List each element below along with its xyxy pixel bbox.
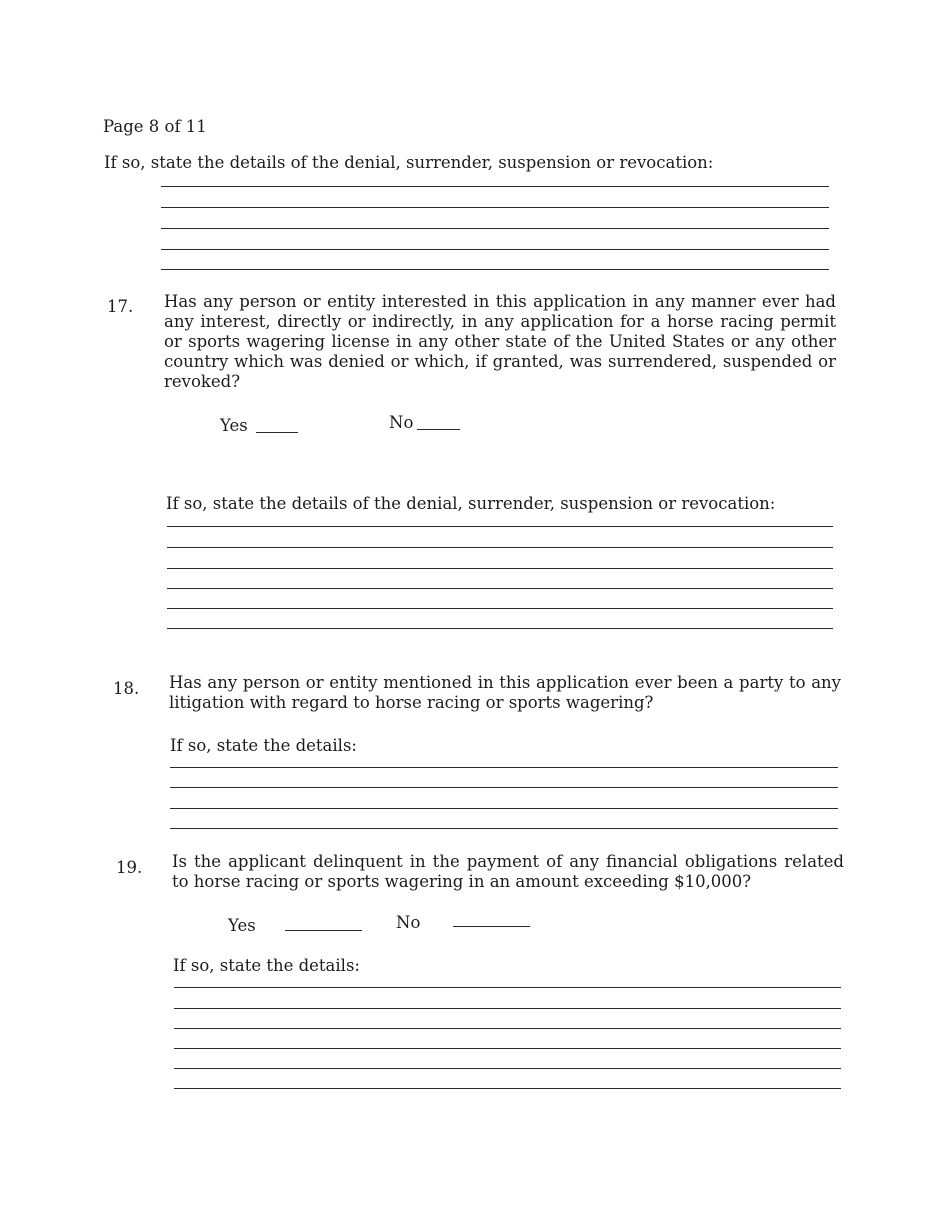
answer-line[interactable] (174, 1048, 841, 1049)
question-17-text: Has any person or entity interested in this application in any manner ever had any interest, directly or indirectly, in any application for a horse racing permit or sports wagering license in any other state of the United States or any other country which was denied or which, if granted, was surrendered, suspended or revoked? (164, 292, 836, 391)
answer-line[interactable] (174, 1068, 841, 1069)
answer-line[interactable] (167, 568, 833, 569)
answer-line[interactable] (161, 249, 829, 250)
answer-line[interactable] (170, 787, 838, 788)
answer-line[interactable] (174, 1088, 841, 1089)
question-18-details-prompt: If so, state the details: (170, 736, 357, 755)
answer-line[interactable] (174, 1008, 841, 1009)
question-18-number: 18. (113, 679, 140, 698)
answer-line[interactable] (167, 628, 833, 629)
answer-line[interactable] (170, 767, 838, 768)
question-17-yes-blank[interactable] (256, 432, 298, 433)
question-19-yes-blank[interactable] (285, 930, 362, 931)
question-17-no-blank[interactable] (417, 429, 460, 430)
answer-line[interactable] (167, 547, 833, 548)
question-18-text: Has any person or entity mentioned in this application ever been a party to any litigation with regard to horse racing or sports wagering? (169, 673, 841, 712)
answer-line[interactable] (170, 808, 838, 809)
answer-line[interactable] (167, 588, 833, 589)
question-19-number: 19. (116, 858, 143, 877)
question-19-no-blank[interactable] (453, 926, 530, 927)
page-number: Page 8 of 11 (103, 117, 207, 136)
question-17-no-label: No (389, 413, 414, 432)
answer-line[interactable] (161, 269, 829, 270)
question-19-text: Is the applicant delinquent in the payment of any financial obligations related to horse racing or sports wagering in an amount exceeding $10,000? (172, 852, 844, 891)
answer-line[interactable] (170, 828, 838, 829)
answer-line[interactable] (167, 526, 833, 527)
answer-line[interactable] (161, 207, 829, 208)
question-17-number: 17. (107, 297, 134, 316)
question-19-yes-label: Yes (228, 916, 256, 935)
answer-line[interactable] (174, 987, 841, 988)
answer-line[interactable] (174, 1028, 841, 1029)
continuation-details-prompt: If so, state the details of the denial, surrender, suspension or revocation: (104, 153, 714, 172)
question-19-no-label: No (396, 913, 421, 932)
answer-line[interactable] (161, 228, 829, 229)
answer-line[interactable] (161, 186, 829, 187)
question-17-yes-label: Yes (220, 416, 248, 435)
question-17-details-prompt: If so, state the details of the denial, surrender, suspension or revocation: (166, 494, 776, 513)
question-19-details-prompt: If so, state the details: (173, 956, 360, 975)
answer-line[interactable] (167, 608, 833, 609)
